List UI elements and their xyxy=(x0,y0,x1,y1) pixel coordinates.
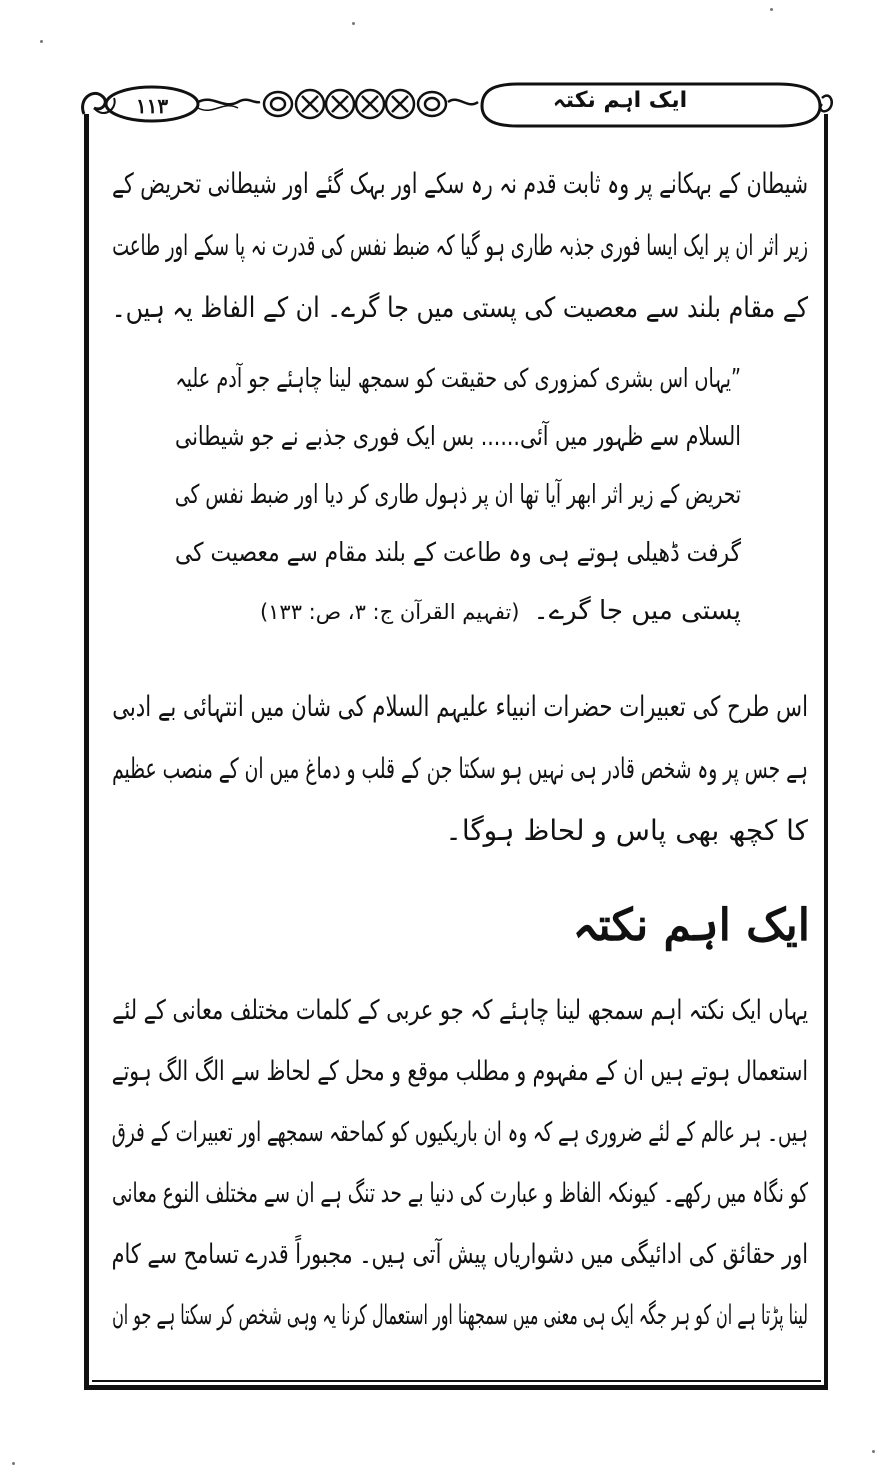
scan-speck xyxy=(872,1450,875,1453)
section-heading: ایک اہم نکتہ xyxy=(572,900,810,951)
text-line: اس طرح کی تعبیرات حضرات انبیاء علیہم السلام کی شان میں انتہائی بے ادبی xyxy=(112,690,808,723)
quote-line: السلام سے ظہور میں آئی...... بس ایک فوری جذبے نے جو شیطانی xyxy=(175,422,741,452)
paragraph-3 xyxy=(112,980,808,1346)
text-line: لینا پڑتا ہے ان کو ہر جگہ ایک ہی معنی میں سمجھنا اور استعمال کرنا یہ وہی شخص کر سکتا ہے جو ان xyxy=(112,1300,808,1331)
quote-line: ”یہاں اس بشری کمزوری کی حقیقت کو سمجھ لینا چاہئے جو آدم علیہ xyxy=(175,364,741,394)
text-line: کا کچھ بھی پاس و لحاظ ہوگا۔ xyxy=(445,814,808,847)
scan-speck xyxy=(40,40,43,43)
text-line: کے مقام بلند سے معصیت کی پستی میں جا گرے۔ ان کے الفاظ یہ ہیں۔ xyxy=(111,291,809,324)
scan-speck xyxy=(352,22,355,25)
quote-line: گرفت ڈھیلی ہوتے ہی وہ طاعت کے بلند مقام سے معصیت کی xyxy=(174,538,741,568)
quote-line-text: پستی میں جا گرے۔ xyxy=(533,596,741,626)
text-line: کو نگاہ میں رکھے۔ کیونکہ الفاظ و عبارت کی دنیا بے حد تنگ ہے ان سے مختلف النوع معانی xyxy=(112,1178,808,1209)
text-line: ہیں۔ ہر عالم کے لئے ضروری ہے کہ وہ ان باریکیوں کو کماحقہ سمجھے اور تعبیرات کے فرق xyxy=(111,1117,808,1148)
text-line: ہے جس پر وہ شخص قادر ہی نہیں ہو سکتا جن کے قلب و دماغ میں ان کے منصب عظیم xyxy=(112,752,809,785)
text-line: اور حقائق کی ادائیگی میں دشواریاں پیش آتی ہیں۔ مجبوراً قدرے تسامح سے کام xyxy=(111,1239,809,1270)
text-line: استعمال ہوتے ہیں ان کے مفہوم و مطلب موقع و محل کے لحاظ سے الگ الگ ہوتے xyxy=(111,1056,808,1087)
scan-speck xyxy=(12,1462,15,1465)
block-quote xyxy=(175,350,741,640)
paragraph-1 xyxy=(112,153,808,339)
quote-line: تحریض کے زیر اثر ابھر آیا تھا ان پر ذہول طاری کر دیا اور ضبط نفس کی xyxy=(174,480,742,510)
scan-speck xyxy=(770,8,773,11)
citation: (تفہیم القرآن ج: ۳، ص: ۱۳۳) xyxy=(259,600,520,624)
text-line: یہاں ایک نکتہ اہم سمجھ لینا چاہئے کہ جو عربی کے کلمات مختلف معانی کے لئے xyxy=(112,995,808,1026)
running-title: ایک اہم نکتہ xyxy=(552,88,688,113)
text-line: زیر اثر ان پر ایک ایسا فوری جذبہ طاری ہو گیا کہ ضبط نفس کی قدرت نہ پا سکے اور طاعت xyxy=(112,229,808,262)
text-line: شیطان کے بہکانے پر وہ ثابت قدم نہ رہ سکے اور بہک گئے اور شیطانی تحریض کے xyxy=(112,167,808,200)
page-number: ۱۱۳ xyxy=(135,94,169,118)
paragraph-2 xyxy=(112,676,808,862)
quote-line-last xyxy=(175,582,741,640)
